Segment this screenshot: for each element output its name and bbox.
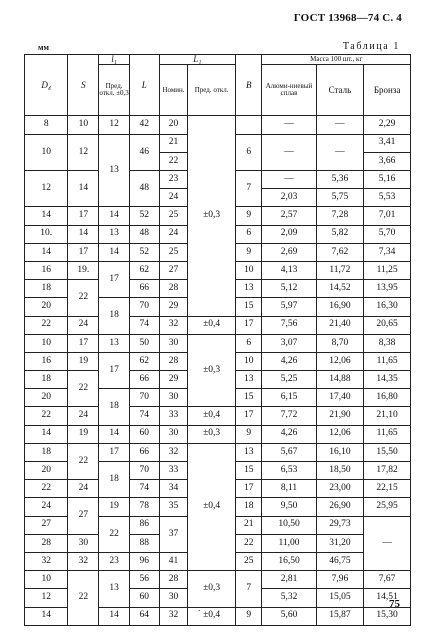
table-cell: 22: [68, 443, 99, 479]
table-cell: 13: [235, 280, 262, 298]
table-cell: 15,05: [316, 589, 364, 607]
table-cell: 9: [235, 243, 262, 261]
table-cell: 8: [25, 116, 68, 134]
table-cell: 6: [235, 134, 262, 170]
table-cell: 66: [129, 371, 159, 389]
table-cell: ±0,3: [188, 116, 236, 316]
table-cell: —: [316, 134, 364, 170]
table-cell: 41: [159, 552, 188, 570]
table-cell: 23: [159, 171, 188, 189]
table-cell: 16,80: [364, 389, 411, 407]
table-cell: 16,50: [262, 552, 316, 570]
table-cell: 17: [235, 480, 262, 498]
table-cell: 2,29: [364, 116, 411, 134]
table-cell: 21: [235, 516, 262, 534]
table-row: [25, 316, 411, 334]
table-cell: 28: [159, 352, 188, 370]
table-cell: 15: [235, 298, 262, 316]
table-cell: 3,66: [364, 152, 411, 170]
table-cell: 30: [68, 534, 99, 552]
table-cell: ±0,3: [188, 571, 236, 607]
col-l1-group: l₁: [99, 55, 130, 65]
table-cell: 96: [129, 552, 159, 570]
table-cell: 10.: [25, 225, 68, 243]
table-cell: 32: [159, 443, 188, 461]
table-cell: 2,03: [262, 189, 316, 207]
table-cell: 14: [99, 243, 130, 261]
table-cell: 50: [129, 334, 159, 352]
table-cell: 13: [99, 225, 130, 243]
table-cell: 66: [129, 280, 159, 298]
col-mass-group: Масса 100 шт., кг: [262, 55, 411, 65]
table-cell: ±0,4: [188, 316, 236, 334]
table-cell: 21,40: [316, 316, 364, 334]
table-cell: 25,95: [364, 498, 411, 516]
table-cell: 7,96: [316, 571, 364, 589]
table-cell: 14: [68, 171, 99, 207]
table-cell: 3,07: [262, 334, 316, 352]
table-cell: 32: [25, 552, 68, 570]
table-cell: 10: [235, 261, 262, 279]
table-cell: 22: [68, 280, 99, 316]
table-cell: 12: [68, 134, 99, 170]
table-cell: 60: [129, 425, 159, 443]
table-cell: 11,65: [364, 352, 411, 370]
table-cell: 14: [25, 425, 68, 443]
table-cell: 9: [235, 607, 262, 625]
table-cell: 19.: [68, 261, 99, 279]
col-L1-nom: Номин.: [159, 65, 188, 116]
dimensions-table: [24, 54, 411, 626]
table-cell: 5,60: [262, 607, 316, 625]
col-l1-tol: Пред. откл. ±0,3: [99, 65, 130, 116]
table-cell: 70: [129, 298, 159, 316]
col-aluminum: Алюми-ниевый сплав: [262, 65, 316, 116]
table-cell: 18: [25, 280, 68, 298]
table-cell: [235, 116, 262, 134]
table-label: Таблица 1: [342, 41, 400, 52]
table-cell: —: [262, 134, 316, 170]
table-cell: 7: [235, 171, 262, 207]
table-cell: 60: [129, 589, 159, 607]
table-cell: 7: [235, 571, 262, 607]
table-cell: 42: [129, 116, 159, 134]
table-cell: 30: [159, 334, 188, 352]
table-cell: 18: [235, 498, 262, 516]
table-cell: 8,11: [262, 480, 316, 498]
table-cell: 12: [25, 171, 68, 207]
table-cell: 23: [99, 552, 130, 570]
table-cell: 28: [159, 280, 188, 298]
table-cell: 86: [129, 516, 159, 534]
table-cell: 19: [68, 352, 99, 370]
table-cell: 17: [99, 443, 130, 461]
table-cell: 12: [99, 116, 130, 134]
table-cell: 17: [68, 334, 99, 352]
table-cell: 17,82: [364, 462, 411, 480]
table-cell: 22: [68, 571, 99, 626]
table-cell: 29: [159, 298, 188, 316]
table-cell: 22: [25, 407, 68, 425]
table-cell: 14,52: [316, 280, 364, 298]
col-d: D₄: [25, 55, 68, 116]
table-cell: —: [316, 116, 364, 134]
table-cell: 13,95: [364, 280, 411, 298]
table-cell: 11,25: [364, 261, 411, 279]
table-cell: 32: [68, 552, 99, 570]
table-cell: 15,50: [364, 443, 411, 461]
table-cell: 19: [99, 498, 130, 516]
table-cell: 17: [99, 352, 130, 388]
table-cell: 27: [25, 516, 68, 534]
table-cell: 10,50: [262, 516, 316, 534]
table-cell: 24: [68, 316, 99, 334]
table-cell: 5,32: [262, 589, 316, 607]
table-row: [25, 443, 411, 461]
table-cell: 32: [159, 316, 188, 334]
page-header: ГОСТ 13968—74 С. 4: [293, 12, 402, 24]
table-cell: 12,06: [316, 425, 364, 443]
table-cell: 15: [235, 462, 262, 480]
table-cell: 9: [235, 425, 262, 443]
col-s: S: [68, 55, 99, 116]
table-cell: 5,75: [316, 189, 364, 207]
table-cell: 5,53: [364, 189, 411, 207]
table-cell: 24: [68, 407, 99, 425]
col-steel: Сталь: [316, 65, 364, 116]
table-cell: 14: [99, 425, 130, 443]
table-cell: 14: [25, 207, 68, 225]
table-cell: 13: [99, 334, 130, 352]
table-cell: 20: [159, 116, 188, 134]
table-cell: 22: [25, 316, 68, 334]
table-cell: 29,73: [316, 516, 364, 534]
table-cell: 70: [129, 462, 159, 480]
table-cell: 4,13: [262, 261, 316, 279]
table-cell: 22: [235, 534, 262, 552]
table-cell: 10: [25, 571, 68, 589]
table-cell: 33: [159, 462, 188, 480]
table-cell: 5,97: [262, 298, 316, 316]
table-cell: 18: [25, 371, 68, 389]
table-cell: 14,51: [364, 589, 411, 607]
table-cell: 22: [68, 371, 99, 407]
table-cell: 28: [25, 534, 68, 552]
table-cell: 14: [99, 607, 130, 625]
table-cell: ±0,3: [188, 425, 236, 443]
col-l: L: [129, 55, 159, 116]
table-cell: ±0,4: [188, 443, 236, 570]
table-cell: 14,88: [316, 371, 364, 389]
table-cell: 21,90: [316, 407, 364, 425]
table-cell: ±0,3: [188, 334, 236, 407]
table-cell: 7,28: [316, 207, 364, 225]
table-cell: 14: [68, 225, 99, 243]
table-cell: 15,30: [364, 607, 411, 625]
table-cell: 3,41: [364, 134, 411, 152]
table-cell: 24: [68, 480, 99, 498]
table-cell: 62: [129, 261, 159, 279]
table-cell: 12: [25, 589, 68, 607]
table-cell: 5,16: [364, 171, 411, 189]
col-bronze: Бронза: [364, 65, 411, 116]
table-cell: 52: [129, 207, 159, 225]
table-cell: 27: [68, 498, 99, 534]
table-cell: 22,15: [364, 480, 411, 498]
table-row: [25, 116, 411, 134]
table-cell: 17: [68, 243, 99, 261]
table-cell: 46,75: [316, 552, 364, 570]
table-cell: ±0,4: [188, 607, 236, 625]
table-cell: 13: [235, 443, 262, 461]
page-number: 75: [389, 598, 400, 610]
table-cell: 18,50: [316, 462, 364, 480]
table-row: [25, 425, 411, 443]
table-cell: 5,70: [364, 225, 411, 243]
table-cell: —: [262, 171, 316, 189]
table-cell: 18: [99, 298, 130, 334]
table-cell: 70: [129, 389, 159, 407]
table-cell: 52: [129, 243, 159, 261]
table-cell: 16,90: [316, 298, 364, 316]
table-cell: 31,20: [316, 534, 364, 552]
table-cell: 10: [25, 134, 68, 170]
table-cell: 24: [25, 498, 68, 516]
table-cell: —: [262, 116, 316, 134]
table-cell: 17: [68, 207, 99, 225]
table-cell: 7,56: [262, 316, 316, 334]
table-cell: 13: [235, 371, 262, 389]
table-cell: 10: [25, 334, 68, 352]
table-cell: 22: [25, 480, 68, 498]
table-cell: 8,38: [364, 334, 411, 352]
table-cell: 6,15: [262, 389, 316, 407]
table-cell: 35: [159, 498, 188, 516]
table-cell: 14: [25, 243, 68, 261]
table-cell: 11,72: [316, 261, 364, 279]
table-cell: 18: [99, 389, 130, 425]
table-cell: 14: [25, 607, 68, 625]
col-L1-tol: Пред. откл.: [188, 65, 236, 116]
table-cell: 88: [129, 534, 159, 552]
table-cell: 25: [159, 243, 188, 261]
table-cell: 2,81: [262, 571, 316, 589]
table-cell: 30: [159, 425, 188, 443]
table-cell: 17: [235, 316, 262, 334]
table-cell: 17: [99, 261, 130, 297]
table-cell: 7,67: [364, 571, 411, 589]
table-cell: 12,06: [316, 352, 364, 370]
table-cell: 24: [159, 189, 188, 207]
table-cell: 5,12: [262, 280, 316, 298]
table-cell: 22: [99, 516, 130, 552]
table-cell: 13: [99, 571, 130, 607]
table-cell: 27: [159, 261, 188, 279]
table-cell: 30: [159, 589, 188, 607]
table-cell: 15,87: [316, 607, 364, 625]
table-cell: ±0,4: [188, 407, 236, 425]
table-cell: 20: [25, 462, 68, 480]
table-cell: 20,65: [364, 316, 411, 334]
table-cell: 23,00: [316, 480, 364, 498]
table-cell: 9: [235, 207, 262, 225]
table-cell: 56: [129, 571, 159, 589]
table-cell: 2,57: [262, 207, 316, 225]
table-cell: 64: [129, 607, 159, 625]
table-cell: 9,50: [262, 498, 316, 516]
table-cell: 33: [159, 407, 188, 425]
table-cell: 16,30: [364, 298, 411, 316]
table-cell: 16: [25, 352, 68, 370]
table-cell: 14: [99, 207, 130, 225]
table-cell: 16: [25, 261, 68, 279]
table-cell: 37: [159, 516, 188, 552]
table-cell: 7,34: [364, 243, 411, 261]
col-L1-group: L₁: [159, 55, 235, 65]
table-cell: 5,36: [316, 171, 364, 189]
table-cell: 6: [235, 334, 262, 352]
table-cell: 4,26: [262, 425, 316, 443]
table-cell: 20: [25, 298, 68, 316]
unit-label: мм: [38, 43, 49, 52]
footer-mark: .: [198, 603, 201, 613]
table-cell: 14,35: [364, 371, 411, 389]
table-cell: 34: [159, 480, 188, 498]
table-cell: 46: [129, 134, 159, 170]
table-cell: 4,26: [262, 352, 316, 370]
table-cell: 18: [25, 443, 68, 461]
table-cell: 74: [129, 480, 159, 498]
table-cell: 25: [159, 207, 188, 225]
table-cell: 13: [99, 134, 130, 207]
table-cell: 48: [129, 225, 159, 243]
table-cell: 10: [235, 352, 262, 370]
table-cell: 26,90: [316, 498, 364, 516]
table-cell: 7,01: [364, 207, 411, 225]
table-cell: 22: [159, 152, 188, 170]
table-cell: 21: [159, 134, 188, 152]
table-cell: 11,00: [262, 534, 316, 552]
table-row: [25, 407, 411, 425]
table-cell: 24: [159, 225, 188, 243]
table-cell: 20: [25, 389, 68, 407]
table-cell: 7,72: [262, 407, 316, 425]
table-cell: 48: [129, 171, 159, 207]
table-row: [25, 571, 411, 589]
table-cell: 6: [235, 225, 262, 243]
table-row: [25, 334, 411, 352]
table-cell: 62: [129, 352, 159, 370]
table-cell: 74: [129, 316, 159, 334]
table-cell: 2,09: [262, 225, 316, 243]
table-cell: 32: [159, 607, 188, 625]
table-cell: 66: [129, 443, 159, 461]
table-cell: 5,25: [262, 371, 316, 389]
col-b: B: [235, 55, 262, 116]
table-cell: 5,82: [316, 225, 364, 243]
table-cell: 8,70: [316, 334, 364, 352]
table-cell: 6,53: [262, 462, 316, 480]
table-cell: 10: [68, 116, 99, 134]
table-cell: 5,67: [262, 443, 316, 461]
table-cell: 17: [235, 407, 262, 425]
table-cell: 28: [159, 571, 188, 589]
table-cell: 74: [129, 407, 159, 425]
table-cell: 2,69: [262, 243, 316, 261]
table-cell: 25: [235, 552, 262, 570]
table-cell: 21,10: [364, 407, 411, 425]
table-cell: 19: [68, 425, 99, 443]
table-cell: 29: [159, 371, 188, 389]
table-cell: 18: [99, 462, 130, 498]
table-cell: 7,62: [316, 243, 364, 261]
table-cell: 16,10: [316, 443, 364, 461]
table-cell: —: [364, 516, 411, 571]
table-cell: 11,65: [364, 425, 411, 443]
table-cell: 30: [159, 389, 188, 407]
table-cell: 15: [235, 389, 262, 407]
table-cell: 78: [129, 498, 159, 516]
table-cell: 17,40: [316, 389, 364, 407]
